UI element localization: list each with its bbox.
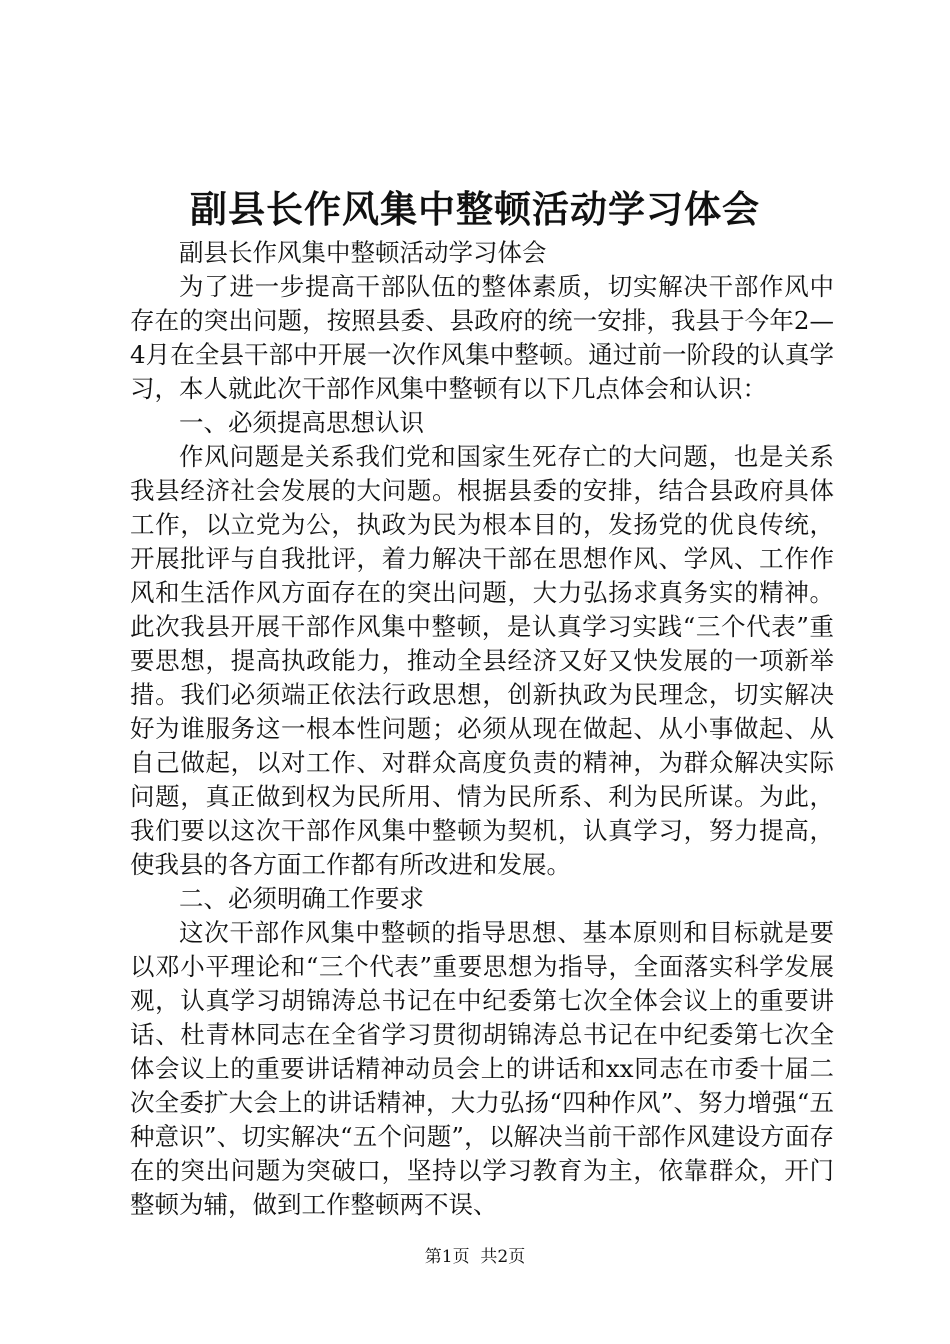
section-2-paragraph: 这次干部作风集中整顿的指导思想、基本原则和目标就是要以邓小平理论和“三个代表”重要思想为指导，全面落实科学发展观，认真学习胡锦涛总书记在中纪委第七次全体会议上的重要讲话、杜青林同志在全省学习贯彻胡锦涛总书记在中纪委第七次全体会议上的重要讲话精神动员会上的讲话和xx同志在市委十届二次全委扩大会上的讲话精神，大力弘扬“四种作风”、努力增强“五种意识”、切实解决“五个问题”，以解决当前干部作风建设方面存在的突出问题为突破口，坚持以学习教育为主，依靠群众，开门整顿为辅，做到工作整顿两不误、 (130, 918, 834, 1219)
document-body (130, 236, 834, 1222)
page-number-label: 第1页 共2页 (424, 1247, 526, 1267)
intro-paragraph: 为了进一步提高干部队伍的整体素质，切实解决干部作风中存在的突出问题，按照县委、县政府的统一安排，我县于今年2—4月在全县干部中开展一次作风集中整顿。通过前一阶段的认真学习，本人就此次干部作风集中整顿有以下几点体会和认识： (130, 272, 834, 403)
section-heading-1: 一、必须提高思想认识 (179, 408, 424, 437)
section-heading-2: 二、必须明确工作要求 (179, 884, 424, 913)
page-footer (0, 1245, 950, 1269)
subtitle-paragraph: 副县长作风集中整顿活动学习体会 (179, 238, 547, 267)
section-1-paragraph: 作风问题是关系我们党和国家生死存亡的大问题，也是关系我县经济社会发展的大问题。根据县委的安排，结合县政府具体工作，以立党为公，执政为民为根本目的，发扬党的优良传统，开展批评与自我批评，着力解决干部在思想作风、学风、工作作风和生活作风方面存在的突出问题，大力弘扬求真务实的精神。此次我县开展干部作风集中整顿，是认真学习实践“三个代表”重要思想，提高执政能力，推动全县经济又好又快发展的一项新举措。我们必须端正依法行政思想，创新执政为民理念，切实解决好为谁服务这一根本性问题；必须从现在做起、从小事做起、从自己做起，以对工作、对群众高度负责的精神，为群众解决实际问题，真正做到权为民所用、情为民所系、利为民所谋。为此，我们要以这次干部作风集中整顿为契机，认真学习，努力提高，使我县的各方面工作都有所改进和发展。 (130, 442, 834, 879)
document-title: 副县长作风集中整顿活动学习体会 (190, 187, 760, 231)
